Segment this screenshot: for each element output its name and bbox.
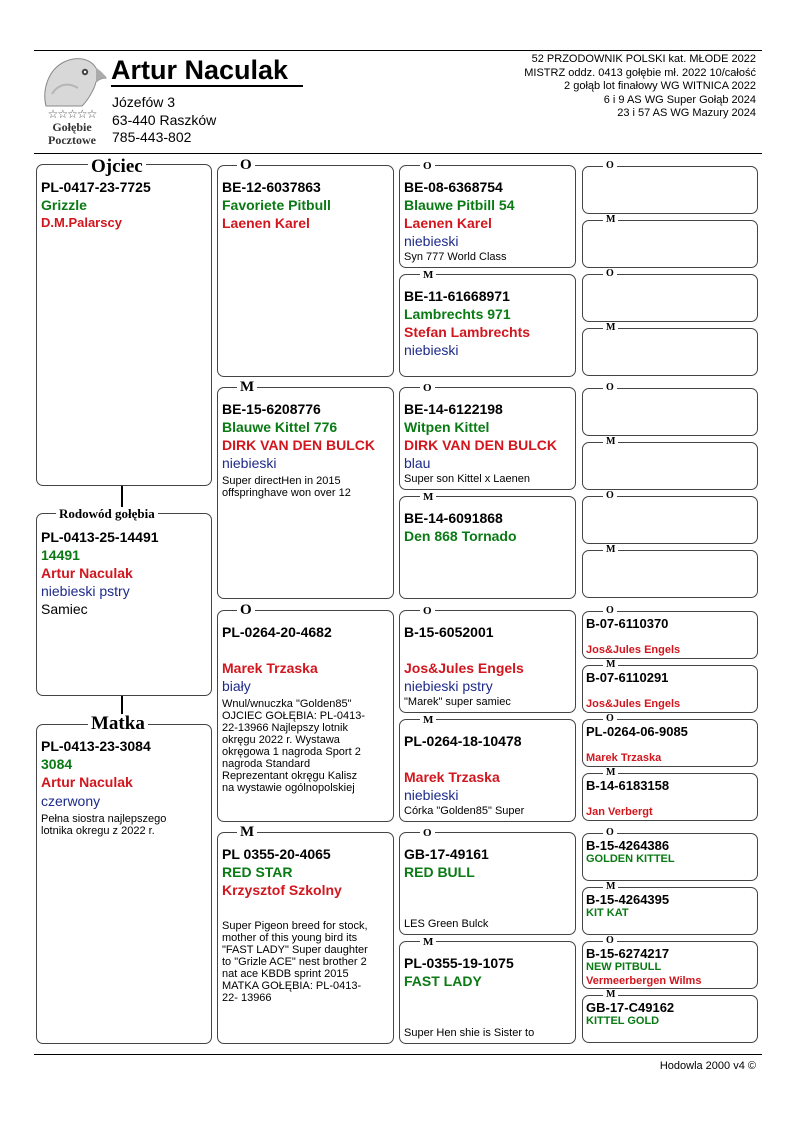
mf-breeder: Marek Trzaska (222, 660, 318, 676)
address-line-3: 785-443-802 (112, 129, 192, 145)
gen4-sex-label-9: O (603, 606, 617, 616)
gen4-sex-label-10: M (603, 660, 618, 670)
mmf-sex-label: O (420, 828, 435, 839)
fff-ring: BE-08-6368754 (404, 179, 503, 195)
gen4-name: KITTEL GOLD (586, 1015, 660, 1027)
gen4-box-15[interactable] (582, 941, 758, 989)
mm-box[interactable] (217, 832, 394, 1044)
gen4-box-9[interactable] (582, 611, 758, 659)
breeder-name: Artur Naculak (111, 55, 289, 85)
fmm-sex-label: M (420, 492, 436, 503)
gen4-box-5[interactable] (582, 388, 758, 436)
gen4-box-12[interactable] (582, 773, 758, 821)
fm-box[interactable] (217, 387, 394, 599)
gen4-box-4[interactable] (582, 328, 758, 376)
mff-breeder: Jos&Jules Engels (404, 660, 524, 676)
gen4-sex-label-12: M (603, 768, 618, 778)
address-line-1: Józefów 3 (112, 94, 176, 110)
gen4-breeder: Vermeerbergen Wilms (586, 975, 702, 987)
ffm-color: niebieski (404, 342, 459, 358)
fff-breeder: Laenen Karel (404, 215, 492, 231)
mother-ring: PL-0413-23-3084 (41, 738, 151, 754)
mm-ring: PL 0355-20-4065 (222, 846, 331, 862)
father-box[interactable] (36, 164, 212, 486)
footer-credit: Hodowla 2000 v4 © (659, 1060, 756, 1072)
fmm-name: Den 868 Tornado (404, 528, 517, 544)
mff-ring: B-15-6052001 (404, 624, 494, 640)
subject-ring: PL-0413-25-14491 (41, 529, 159, 545)
gen4-sex-label-5: O (603, 383, 617, 393)
gen4-sex-label-4: M (603, 323, 618, 333)
mm-sex-label: M (237, 825, 257, 840)
gen4-name: GOLDEN KITTEL (586, 853, 675, 865)
mm-breeder: Krzysztof Szkolny (222, 882, 342, 898)
mmm-box[interactable] (399, 941, 576, 1044)
fff-sex-label: O (420, 161, 435, 172)
gen4-ring: B-07-6110370 (586, 616, 669, 631)
gen4-box-7[interactable] (582, 496, 758, 544)
mfm-ring: PL-0264-18-10478 (404, 733, 522, 749)
header-top-line (34, 50, 762, 51)
fm-sex-label: M (237, 380, 257, 395)
ffm-sex-label: M (420, 270, 436, 281)
mmf-name: RED BULL (404, 864, 475, 880)
mmf-ring: GB-17-49161 (404, 846, 489, 862)
mmf-box[interactable] (399, 832, 576, 935)
mfm-breeder: Marek Trzaska (404, 769, 500, 785)
gen4-breeder: Jan Verbergt (586, 806, 653, 818)
gen4-box-6[interactable] (582, 442, 758, 490)
gen4-sex-label-11: O (603, 714, 617, 724)
gen4-name: NEW PITBULL (586, 961, 662, 973)
ffm-breeder: Stefan Lambrechts (404, 324, 531, 340)
gen4-box-14[interactable] (582, 887, 758, 935)
mff-sex-label: O (420, 606, 435, 617)
fm-name: Blauwe Kittel 776 (222, 419, 338, 435)
mfm-color: niebieski (404, 787, 459, 803)
fmm-ring: BE-14-6091868 (404, 510, 503, 526)
subject-name: 14491 (41, 547, 80, 563)
fff-note: Syn 777 World Class (404, 251, 507, 263)
fmf-color: blau (404, 455, 431, 471)
father-name: Grizzle (41, 197, 87, 213)
ff-breeder: Laenen Karel (222, 215, 310, 231)
subject-color: niebieski pstry (41, 583, 130, 599)
ff-name: Favoriete Pitbull (222, 197, 331, 213)
gen4-breeder: Jos&Jules Engels (586, 698, 681, 710)
breeder-name-underline (111, 85, 303, 87)
father-ring: PL-0417-23-7725 (41, 179, 151, 195)
mf-ring: PL-0264-20-4682 (222, 624, 332, 640)
mff-color: niebieski pstry (404, 678, 493, 694)
achievement-2: MISTRZ oddz. 0413 gołębie mł. 2022 10/całość (524, 66, 756, 79)
mfm-box[interactable] (399, 719, 576, 822)
mmm-ring: PL-0355-19-1075 (404, 955, 514, 971)
gen4-sex-label-2: M (603, 215, 618, 225)
fmf-sex-label: O (420, 383, 435, 394)
gen4-box-3[interactable] (582, 274, 758, 322)
father-breeder: D.M.Palarscy (41, 215, 122, 230)
gen4-sex-label-8: M (603, 545, 618, 555)
gen4-box-13[interactable] (582, 833, 758, 881)
achievement-3: 2 gołąb lot finałowy WG WITNICA 2022 (564, 80, 756, 92)
gen4-ring: B-15-4264386 (586, 838, 670, 853)
ffm-ring: BE-11-61668971 (404, 288, 510, 304)
header-bottom-line (34, 153, 762, 154)
breeder-address (112, 94, 216, 147)
address-line-2: 63-440 Raszków (112, 111, 217, 128)
logo (36, 54, 108, 149)
gen4-box-10[interactable] (582, 665, 758, 713)
subject-label: Rodowód gołębia (56, 507, 158, 520)
ffm-box[interactable] (399, 274, 576, 377)
mf-box[interactable] (217, 610, 394, 822)
mother-name: 3084 (41, 756, 73, 772)
mother-breeder: Artur Naculak (41, 774, 133, 790)
fmf-ring: BE-14-6122198 (404, 401, 503, 417)
mfm-sex-label: M (420, 715, 436, 726)
logo-line-1: Gołębie (52, 120, 92, 134)
gen4-box-16[interactable] (582, 995, 758, 1043)
mmf-note: LES Green Bulck (404, 918, 489, 930)
fmf-breeder: DIRK VAN DEN BULCK (404, 437, 557, 453)
mother-box[interactable] (36, 724, 212, 1044)
mmm-note: Super Hen shie is Sister to (404, 1027, 535, 1039)
gen4-sex-label-14: M (603, 882, 618, 892)
fff-box[interactable] (399, 165, 576, 268)
fm-ring: BE-15-6208776 (222, 401, 321, 417)
gen4-sex-label-13: O (603, 828, 617, 838)
achievement-1: 52 PRZODOWNIK POLSKI kat. MŁODE 2022 (531, 53, 756, 65)
gen4-ring: B-07-6110291 (586, 670, 669, 685)
subject-box[interactable] (36, 513, 212, 696)
fm-note: Super directHen in 2015 offspringhave won over 12 (222, 475, 351, 499)
mf-sex-label: O (237, 603, 255, 618)
mf-color: biały (222, 678, 251, 694)
fmf-box[interactable] (399, 387, 576, 490)
connector-father-subject (121, 485, 123, 507)
gen4-name: KIT KAT (586, 907, 629, 919)
achievement-5: 23 i 57 AS WG Mazury 2024 (617, 107, 756, 119)
fm-breeder: DIRK VAN DEN BULCK (222, 437, 375, 453)
gen4-ring: B-14-6183158 (586, 778, 670, 793)
logo-line-2: Pocztowe (48, 133, 96, 147)
mf-note: Wnul/wnuczka "Golden85" OJCIEC GOŁĘBIA: PL-0413-22-13966 Najlepszy lotnik okręgu 2022 r. Wystawa okręgowa 1 nagroda Sport 2 nagroda Standard Reprezentant okręgu Kalisz na wystawie ogólnopolskiej (222, 698, 366, 794)
gen4-box-8[interactable] (582, 550, 758, 598)
gen4-box-1[interactable] (582, 166, 758, 214)
gen4-sex-label-1: O (603, 161, 617, 171)
fmf-name: Witpen Kittel (404, 419, 490, 435)
mother-color: czerwony (41, 793, 101, 809)
gen4-box-11[interactable] (582, 719, 758, 767)
achievement-4: 6 i 9 AS WG Super Gołąb 2024 (603, 93, 756, 106)
mmm-sex-label: M (420, 937, 436, 948)
ffm-name: Lambrechts 971 (404, 306, 511, 322)
achievements (524, 53, 756, 121)
mff-note: "Marek" super samiec (404, 696, 511, 708)
fff-color: niebieski (404, 233, 459, 249)
mfm-note: Córka "Golden85" Super (404, 805, 525, 817)
gen4-sex-label-3: O (603, 269, 617, 279)
father-label: Ojciec (88, 157, 146, 176)
mm-name: RED STAR (222, 864, 293, 880)
subject-breeder: Artur Naculak (41, 565, 133, 581)
gen4-sex-label-7: O (603, 491, 617, 501)
ff-ring: BE-12-6037863 (222, 179, 321, 195)
fmf-note: Super son Kittel x Laenen (404, 473, 530, 485)
gen4-ring: B-15-6274217 (586, 946, 670, 961)
pigeon-head-icon (38, 54, 108, 110)
gen4-ring: B-15-4264395 (586, 892, 670, 907)
gen4-ring: PL-0264-06-9085 (586, 724, 688, 739)
mm-note: Super Pigeon breed for stock, mother of this young bird its "FAST LADY" Super daughter to "Grizle ACE" nest brother 2 nat ace KBDB sprint 2015 MATKA GOŁĘBIA: PL-0413-22- 13966 (222, 920, 368, 1004)
mff-box[interactable] (399, 610, 576, 713)
gen4-breeder: Marek Trzaska (586, 752, 662, 764)
fff-name: Blauwe Pitbill 54 (404, 197, 515, 213)
logo-stars: ☆☆☆☆☆ (47, 107, 97, 121)
ff-box[interactable] (217, 165, 394, 377)
fmm-box[interactable] (399, 496, 576, 599)
mother-label: Matka (88, 714, 148, 733)
gen4-box-2[interactable] (582, 220, 758, 268)
footer-line (34, 1054, 762, 1055)
fm-color: niebieski (222, 455, 277, 471)
gen4-sex-label-15: O (603, 936, 617, 946)
gen4-ring: GB-17-C49162 (586, 1000, 675, 1015)
gen4-breeder: Jos&Jules Engels (586, 644, 681, 656)
mother-note: Pełna siostra najlepszego lotnika okregu z 2022 r. (41, 813, 167, 837)
ff-sex-label: O (237, 158, 255, 173)
gen4-sex-label-16: M (603, 990, 618, 1000)
gen4-sex-label-6: M (603, 437, 618, 447)
subject-sex: Samiec (41, 601, 88, 617)
mmm-name: FAST LADY (404, 973, 482, 989)
